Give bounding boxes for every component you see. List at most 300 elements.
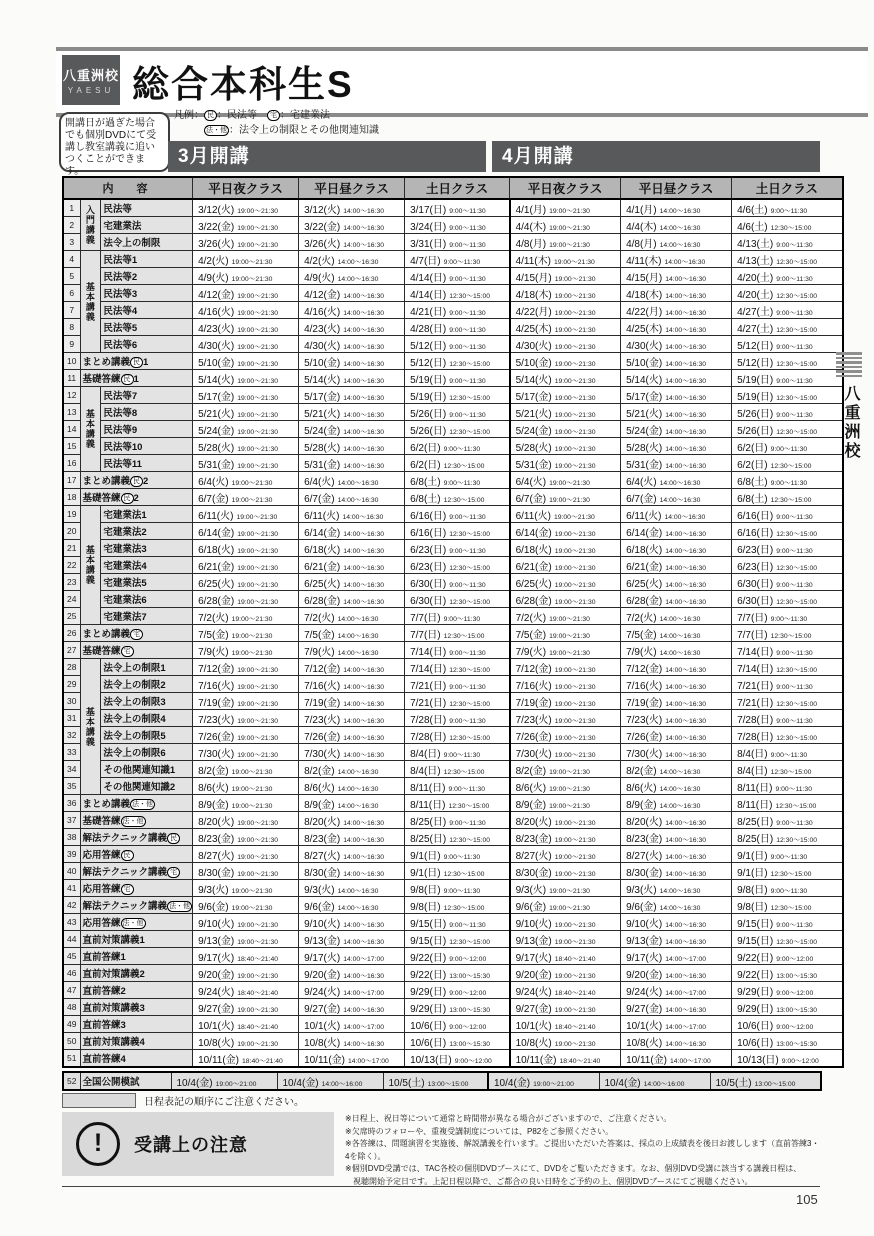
schedule-cell — [621, 897, 732, 914]
lecture-name: 基礎答練 民 2 — [80, 489, 193, 506]
class-time: 9:00～11:30 — [776, 717, 813, 725]
class-time: 19:00～21:30 — [549, 785, 590, 793]
class-time: 19:00～21:30 — [554, 1040, 596, 1048]
class-date: 8/4(日) — [410, 765, 441, 777]
april-day-class-header: 平日昼クラス — [621, 177, 732, 199]
class-time: 12:30～15:00 — [449, 666, 491, 674]
class-time: 12:30～15:00 — [776, 598, 818, 606]
schedule-cell — [732, 999, 843, 1016]
class-time: 14:00～16:30 — [665, 411, 707, 419]
class-date: 4/16(火) — [304, 306, 341, 318]
class-time: 14:00～16:30 — [337, 615, 379, 623]
mock-exam-table-body — [63, 1072, 821, 1090]
schedule-cell — [510, 880, 621, 897]
class-time: 14:00～16:30 — [343, 343, 385, 351]
class-date: 6/28(金) — [626, 595, 663, 607]
section-bar-april: 4月開講 — [492, 141, 820, 172]
schedule-cell — [405, 199, 510, 217]
table-row — [63, 931, 843, 948]
schedule-cell — [510, 557, 621, 574]
class-date: 5/31(金) — [626, 459, 663, 471]
schedule-cell — [405, 744, 510, 761]
class-date: 4/23(火) — [198, 323, 235, 335]
lecture-name: 法令上の制限2 — [101, 676, 193, 693]
schedule-cell — [510, 846, 621, 863]
class-time: 19:00～21:30 — [237, 717, 279, 725]
row-number: 21 — [63, 540, 80, 557]
schedule-cell — [193, 1033, 299, 1050]
class-date: 8/25(日) — [737, 833, 774, 845]
march-day-class-header: 平日昼クラス — [299, 177, 405, 199]
class-date: 6/21(金) — [626, 561, 663, 573]
schedule-cell — [621, 591, 732, 608]
subject-mark-icon: 宅 — [167, 867, 180, 878]
class-time: 14:00～16:30 — [665, 564, 707, 572]
table-row — [63, 642, 843, 659]
class-time: 18:40～21:40 — [554, 1023, 596, 1031]
class-time: 9:00～12:00 — [454, 1057, 492, 1065]
schedule-cell — [299, 591, 405, 608]
lecture-name: 解法テクニック講義 宅 — [80, 863, 193, 880]
class-time: 19:00～21:30 — [554, 309, 596, 317]
class-date: 6/16(日) — [737, 527, 774, 539]
schedule-cell — [299, 965, 405, 982]
lecture-name: 解法テクニック講義 法・他 — [80, 897, 193, 914]
schedule-cell — [510, 965, 621, 982]
table-row — [63, 353, 843, 370]
row-number: 32 — [63, 727, 80, 744]
class-date: 9/22(日) — [410, 952, 447, 964]
schedule-cell — [510, 251, 621, 268]
class-date: 8/2(金) — [626, 765, 657, 777]
schedule-cell — [510, 761, 621, 778]
lecture-name: 直前答練4 — [80, 1050, 193, 1068]
class-time: 14:00～16:30 — [665, 547, 707, 555]
class-date: 6/2(日) — [410, 442, 441, 454]
schedule-cell — [621, 540, 732, 557]
lecture-name: 応用答練 民 — [80, 846, 193, 863]
class-time: 19:00～21:30 — [549, 479, 590, 487]
schedule-cell — [299, 336, 405, 353]
row-number: 25 — [63, 608, 80, 625]
class-date: 4/2(火) — [304, 255, 335, 267]
class-date: 9/8(日) — [737, 884, 768, 896]
class-date: 8/23(金) — [626, 833, 663, 845]
class-date: 7/28(日) — [410, 731, 447, 743]
schedule-cell — [299, 455, 405, 472]
class-date: 9/8(日) — [410, 901, 441, 913]
class-time: 14:00～16:30 — [665, 921, 707, 929]
class-time: 14:00～16:30 — [665, 751, 707, 759]
schedule-cell — [621, 608, 732, 625]
lecture-name: その他関連知識1 — [101, 761, 193, 778]
class-time: 19:00～21:30 — [231, 275, 273, 283]
class-time: 19:00～21:30 — [237, 921, 279, 929]
class-time: 14:00～16:30 — [337, 479, 379, 487]
schedule-cell — [193, 353, 299, 370]
class-date: 7/7(日) — [410, 629, 441, 641]
class-time: 19:00～21:00 — [533, 1080, 574, 1088]
class-date: 10/5(土) — [715, 1077, 752, 1089]
class-time: 19:00～21:30 — [237, 530, 279, 538]
schedule-cell — [299, 370, 405, 387]
schedule-cell — [193, 523, 299, 540]
class-time: 9:00～11:30 — [770, 445, 808, 453]
schedule-cell — [621, 659, 732, 676]
class-time: 14:00～16:30 — [343, 547, 385, 555]
schedule-cell — [405, 846, 510, 863]
schedule-cell — [732, 795, 843, 812]
class-time: 14:00～16:30 — [343, 751, 385, 759]
class-date: 6/23(日) — [737, 544, 774, 556]
class-date: 4/4(木) — [515, 221, 547, 233]
class-date: 8/6(火) — [198, 782, 229, 794]
lecture-name: まとめ講義 民 1 — [80, 353, 193, 370]
class-date: 8/27(火) — [626, 850, 663, 862]
schedule-cell — [510, 421, 621, 438]
schedule-cell — [510, 1050, 621, 1068]
class-time: 14:00～16:30 — [343, 394, 385, 402]
table-row — [63, 523, 843, 540]
row-number: 13 — [63, 404, 80, 421]
table-row — [63, 761, 843, 778]
schedule-cell — [621, 506, 732, 523]
class-time: 14:00～16:30 — [343, 972, 385, 980]
class-date: 4/15(月) — [626, 272, 663, 284]
class-date: 7/23(火) — [626, 714, 663, 726]
class-time: 14:00～16:30 — [665, 309, 707, 317]
class-date: 10/13(日) — [737, 1054, 779, 1066]
row-number: 47 — [63, 982, 80, 999]
class-time: 12:30～15:00 — [776, 326, 818, 334]
class-date: 8/9(金) — [626, 799, 657, 811]
class-time: 9:00～11:30 — [775, 785, 812, 793]
schedule-cell — [405, 659, 510, 676]
class-time: 19:00～21:30 — [554, 377, 596, 385]
schedule-cell — [621, 982, 732, 999]
class-date: 10/8(火) — [515, 1037, 552, 1049]
class-date: 8/27(火) — [304, 850, 341, 862]
class-date: 3/26(火) — [304, 238, 341, 250]
class-date: 8/11(日) — [737, 782, 773, 794]
class-time: 19:00～21:30 — [554, 666, 596, 674]
class-date: 10/6(日) — [737, 1020, 774, 1032]
schedule-cell — [732, 523, 843, 540]
class-date: 6/2(日) — [410, 459, 441, 471]
class-date: 8/6(火) — [626, 782, 657, 794]
class-time: 12:30～15:00 — [776, 564, 818, 572]
class-date: 5/26(日) — [737, 408, 774, 420]
class-time: 12:30～15:00 — [449, 428, 491, 436]
table-row — [63, 659, 843, 676]
schedule-cell — [193, 863, 299, 880]
class-time: 12:30～15:00 — [775, 802, 817, 810]
schedule-cell — [193, 404, 299, 421]
class-date: 7/26(金) — [626, 731, 663, 743]
row-number: 40 — [63, 863, 80, 880]
schedule-cell — [732, 217, 843, 234]
class-date: 10/4(金) — [176, 1077, 213, 1089]
class-date: 5/26(日) — [410, 425, 447, 437]
class-time: 12:30～15:00 — [776, 530, 818, 538]
schedule-cell — [621, 1050, 732, 1068]
schedule-cell — [193, 693, 299, 710]
class-time: 14:00～16:30 — [659, 615, 701, 623]
class-date: 5/24(金) — [198, 425, 235, 437]
class-time: 14:00～16:30 — [665, 938, 707, 946]
class-date: 6/30(日) — [410, 578, 447, 590]
class-time: 9:00～11:30 — [776, 649, 813, 657]
class-time: 19:00～21:30 — [237, 564, 279, 572]
class-date: 7/21(日) — [737, 697, 774, 709]
schedule-cell — [299, 812, 405, 829]
class-time: 9:00～12:00 — [776, 1023, 814, 1031]
schedule-cell — [193, 608, 299, 625]
lecture-name: その他関連知識2 — [101, 778, 193, 795]
lecture-name: 民法等10 — [101, 438, 193, 455]
class-date: 5/26(日) — [410, 408, 447, 420]
class-time: 9:00～12:00 — [449, 955, 487, 963]
schedule-cell — [193, 676, 299, 693]
schedule-cell — [732, 863, 843, 880]
schedule-cell — [405, 421, 510, 438]
class-time: 19:00～21:30 — [237, 938, 279, 946]
class-date: 8/23(金) — [304, 833, 341, 845]
class-date: 6/4(火) — [626, 476, 657, 488]
class-time: 14:00～16:30 — [659, 649, 701, 657]
class-time: 14:00～16:30 — [343, 819, 385, 827]
schedule-cell — [405, 319, 510, 336]
class-date: 9/20(金) — [198, 969, 235, 981]
class-date: 6/7(金) — [304, 493, 335, 505]
schedule-cell — [405, 693, 510, 710]
schedule-cell — [405, 540, 510, 557]
subject-mark-icon: 法・他 — [169, 903, 191, 910]
schedule-cell — [510, 744, 621, 761]
class-time: 9:00～11:30 — [776, 241, 813, 249]
schedule-cell — [710, 1072, 821, 1090]
row-number: 12 — [63, 387, 80, 404]
schedule-cell — [193, 642, 299, 659]
class-time: 9:00～11:30 — [776, 683, 813, 691]
schedule-cell — [510, 982, 621, 999]
class-date: 7/30(火) — [515, 748, 552, 760]
class-date: 9/27(金) — [304, 1003, 341, 1015]
schedule-cell — [299, 914, 405, 931]
row-number: 6 — [63, 285, 80, 302]
schedule-cell — [621, 234, 732, 251]
class-time: 14:00～16:30 — [665, 360, 707, 368]
table-row — [63, 829, 843, 846]
class-date: 4/22(月) — [515, 306, 552, 318]
schedule-cell — [193, 829, 299, 846]
class-date: 5/14(火) — [304, 374, 341, 386]
class-time: 14:00～16:30 — [337, 275, 379, 283]
class-time: 19:00～21:30 — [554, 428, 596, 436]
class-date: 4/11(木) — [515, 255, 551, 267]
class-date: 7/21(日) — [410, 697, 447, 709]
class-date: 6/4(火) — [515, 476, 547, 488]
class-time: 19:00～21:30 — [231, 479, 273, 487]
schedule-cell — [732, 914, 843, 931]
schedule-cell — [732, 353, 843, 370]
class-date: 6/23(日) — [410, 561, 447, 573]
class-date: 7/14(日) — [410, 646, 447, 658]
schedule-cell — [299, 897, 405, 914]
legend — [174, 108, 379, 138]
class-date: 9/6(金) — [515, 901, 547, 913]
class-date: 9/6(金) — [626, 901, 657, 913]
schedule-cell — [488, 1072, 599, 1090]
class-time: 19:00～21:30 — [237, 1040, 279, 1048]
class-date: 6/8(土) — [410, 476, 441, 488]
schedule-cell — [510, 574, 621, 591]
schedule-cell — [621, 353, 732, 370]
class-time: 9:00～11:30 — [449, 921, 486, 929]
side-tab — [836, 352, 862, 461]
schedule-cell — [732, 965, 843, 982]
lecture-name: 民法等9 — [101, 421, 193, 438]
class-date: 8/20(火) — [304, 816, 341, 828]
class-time: 9:00～11:30 — [449, 717, 486, 725]
class-time: 14:00～16:30 — [665, 836, 707, 844]
lecture-name: まとめ講義 宅 — [80, 625, 193, 642]
class-time: 14:00～16:30 — [343, 360, 385, 368]
class-time: 9:00～11:30 — [443, 445, 481, 453]
schedule-cell — [732, 268, 843, 285]
caution-note-line: ※欠席時のフォローや、重複受講制度については、P82をご参照ください。 — [345, 1126, 614, 1136]
schedule-cell — [732, 778, 843, 795]
class-time: 19:00～21:30 — [549, 615, 590, 623]
schedule-cell — [732, 438, 843, 455]
class-date: 9/8(日) — [410, 884, 441, 896]
class-date: 5/19(日) — [737, 391, 774, 403]
content-column-header: 内 容 — [63, 177, 193, 199]
class-date: 5/19(日) — [410, 374, 447, 386]
class-date: 8/27(火) — [198, 850, 235, 862]
schedule-cell — [405, 914, 510, 931]
schedule-cell — [193, 285, 299, 302]
class-date: 7/12(金) — [304, 663, 341, 675]
class-date: 6/30(日) — [737, 595, 774, 607]
schedule-cell — [299, 489, 405, 506]
class-time: 14:00～16:30 — [343, 700, 385, 708]
lecture-name: 法令上の制限6 — [101, 744, 193, 761]
class-time: 14:00～16:30 — [664, 258, 706, 266]
subject-mark-icon: 民 — [130, 357, 143, 368]
class-date: 9/22(日) — [410, 969, 447, 981]
subject-mark-icon: 法・他 — [132, 801, 154, 808]
class-time: 14:00～16:30 — [665, 853, 707, 861]
class-time: 19:00～21:30 — [237, 445, 279, 453]
schedule-cell — [193, 795, 299, 812]
class-date: 4/8(月) — [515, 238, 547, 250]
schedule-cell — [621, 965, 732, 982]
class-time: 14:00～16:30 — [343, 241, 385, 249]
table-row — [63, 506, 843, 523]
subject-mark-icon: 宅 — [121, 884, 134, 895]
schedule-cell — [732, 744, 843, 761]
class-date: 10/11(金) — [304, 1054, 346, 1066]
subject-mark-icon: 法・他 — [122, 920, 144, 927]
class-date: 6/16(日) — [410, 527, 447, 539]
schedule-cell — [732, 370, 843, 387]
class-time: 9:00～11:30 — [770, 853, 808, 861]
class-date: 9/1(日) — [737, 850, 768, 862]
class-date: 9/17(火) — [626, 952, 663, 964]
class-time: 9:00～11:30 — [443, 615, 481, 623]
schedule-cell — [510, 693, 621, 710]
lecture-name: 応用答練 法・他 — [80, 914, 193, 931]
class-time: 19:00～21:30 — [549, 768, 590, 776]
class-date: 6/23(日) — [737, 561, 774, 573]
schedule-cell — [405, 217, 510, 234]
class-date: 10/4(金) — [494, 1077, 531, 1089]
class-time: 12:30～15:00 — [770, 224, 812, 232]
class-date: 5/10(金) — [626, 357, 663, 369]
schedule-cell — [299, 948, 405, 965]
table-row — [63, 778, 843, 795]
schedule-cell — [193, 251, 299, 268]
class-time: 14:00～16:30 — [665, 870, 707, 878]
class-date: 8/6(火) — [515, 782, 547, 794]
class-date: 9/3(火) — [515, 884, 547, 896]
class-date: 7/2(火) — [626, 612, 657, 624]
table-row — [63, 625, 843, 642]
schedule-cell — [405, 931, 510, 948]
lecture-name: 直前答練2 — [80, 982, 193, 999]
schedule-cell — [299, 404, 405, 421]
class-date: 5/26(日) — [737, 425, 774, 437]
class-time: 9:00～11:30 — [776, 547, 813, 555]
schedule-cell — [510, 217, 621, 234]
class-date: 7/28(日) — [737, 714, 774, 726]
title-band — [56, 47, 868, 117]
schedule-cell — [510, 455, 621, 472]
table-header-row — [63, 177, 843, 199]
class-date: 4/18(木) — [626, 289, 663, 301]
class-time: 9:00～11:30 — [449, 649, 486, 657]
lecture-name: 法令上の制限5 — [101, 727, 193, 744]
class-date: 8/25(日) — [410, 833, 447, 845]
class-time: 19:00～21:30 — [554, 819, 596, 827]
class-time: 19:00～21:30 — [236, 513, 278, 521]
lecture-name: 直前答練3 — [80, 1016, 193, 1033]
class-time: 19:00～21:30 — [554, 598, 596, 606]
schedule-cell — [621, 404, 732, 421]
class-date: 9/29(日) — [410, 986, 447, 998]
schedule-cell — [732, 557, 843, 574]
class-time: 14:00～16:30 — [343, 377, 385, 385]
schedule-cell — [299, 778, 405, 795]
class-time: 9:00～11:30 — [449, 581, 486, 589]
schedule-cell — [405, 523, 510, 540]
class-time: 12:30～15:00 — [770, 904, 812, 912]
class-time: 14:00～16:30 — [659, 768, 701, 776]
class-time: 9:00～11:30 — [776, 275, 813, 283]
class-date: 8/20(火) — [626, 816, 663, 828]
class-time: 19:00～21:30 — [231, 904, 273, 912]
schedule-cell — [193, 727, 299, 744]
class-date: 6/28(金) — [198, 595, 235, 607]
class-time: 14:00～16:30 — [337, 768, 379, 776]
class-time: 14:00～16:30 — [665, 683, 707, 691]
schedule-cell — [732, 455, 843, 472]
schedule-cell — [405, 642, 510, 659]
subject-mark-icon: 宅 — [130, 629, 143, 640]
class-time: 14:00～16:30 — [665, 445, 707, 453]
table-row — [63, 846, 843, 863]
